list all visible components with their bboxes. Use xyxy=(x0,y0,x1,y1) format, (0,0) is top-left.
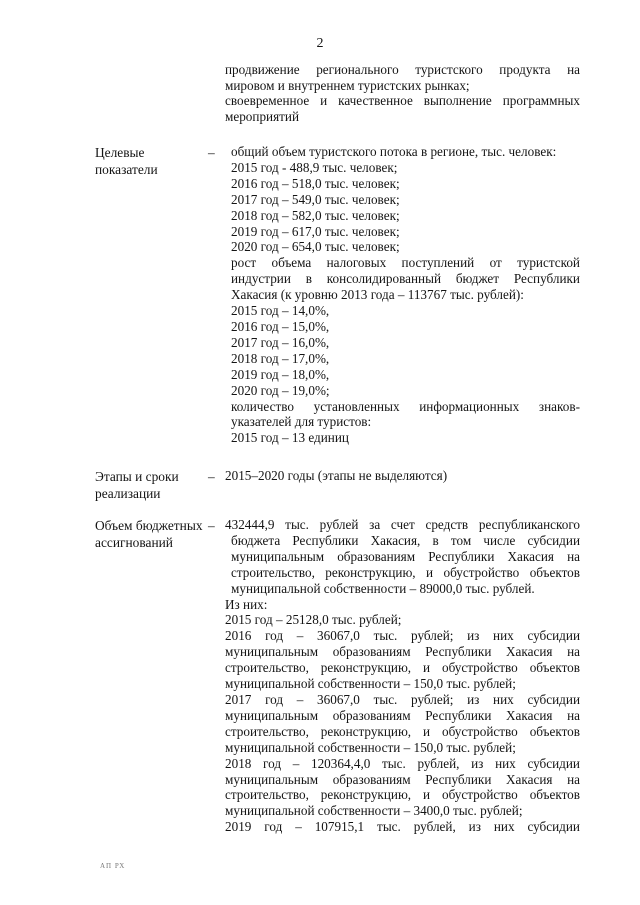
targets-line: указателей для туристов: xyxy=(231,414,372,430)
budget-line: муниципальной собственности – 89000,0 тыс. рублей. xyxy=(231,580,535,596)
budget-line: муниципальной собственности – 3400,0 тыс. рублей; xyxy=(225,803,523,819)
targets-line: 2016 год – 15,0%, xyxy=(231,318,330,334)
targets-line: 2015 год - 488,9 тыс. человек; xyxy=(231,159,398,175)
intro-line: своевременное и качественное выполнение программных xyxy=(225,93,580,109)
targets-line: общий объем туристского потока в регионе, тыс. человек: xyxy=(231,144,557,159)
intro-line: мероприятий xyxy=(225,108,300,124)
budget-line: 2018 год – 120364,4,0 тыс. рублей, из них субсидии xyxy=(225,755,580,771)
budget-content xyxy=(225,517,580,835)
budget-line: бюджета Республики Хакасия, в том числе субсидии xyxy=(231,532,580,548)
footer-mark: АП РХ xyxy=(100,862,126,870)
budget-line: 2017 год – 36067,0 тыс. рублей; из них субсидии xyxy=(225,691,580,707)
budget-line: муниципальным образованиям Республики Хакасия на xyxy=(225,707,580,723)
targets-line: 2016 год – 518,0 тыс. человек; xyxy=(231,175,400,191)
targets-line: 2020 год – 654,0 тыс. человек; xyxy=(231,239,400,255)
targets-line: 2017 год – 549,0 тыс. человек; xyxy=(231,191,400,207)
budget-line: муниципальной собственности – 150,0 тыс. рублей; xyxy=(225,676,516,692)
targets-line: Хакасия (к уровню 2013 года – 113767 тыс. рублей): xyxy=(231,287,524,303)
budget-line: муниципальным образованиям Республики Хакасия на xyxy=(225,771,580,787)
targets-line: 2015 год – 14,0%, xyxy=(231,303,330,319)
budget-line: 2016 год – 36067,0 тыс. рублей; из них субсидии xyxy=(225,628,580,644)
budget-dash: – xyxy=(208,518,215,533)
targets-line: 2018 год – 17,0%, xyxy=(231,350,330,366)
budget-line: 2019 год – 107915,1 тыс. рублей, из них субсидии xyxy=(225,819,580,835)
targets-line: 2017 год – 16,0%, xyxy=(231,334,330,350)
budget-line: строительство, реконструкцию, и обустройство объектов xyxy=(225,660,580,676)
targets-line: 2019 год – 18,0%, xyxy=(231,366,330,382)
targets-dash: – xyxy=(208,145,215,160)
targets-line: 2018 год – 582,0 тыс. человек; xyxy=(231,207,400,223)
budget-line: муниципальным образованиям Республики Хакасия на xyxy=(231,548,580,564)
page-number: 2 xyxy=(316,36,324,51)
targets-line: 2019 год – 617,0 тыс. человек; xyxy=(231,223,400,239)
stages-content: 2015–2020 годы (этапы не выделяются) xyxy=(225,468,448,483)
intro-line: мировом и внутреннем туристских рынках; xyxy=(225,77,470,93)
budget-line: строительство, реконструкцию, и обустройство объектов xyxy=(225,723,580,739)
budget-line: строительство, реконструкцию, и обустройство объектов xyxy=(225,787,580,803)
targets-line: рост объема налоговых поступлений от туристской xyxy=(231,255,580,271)
budget-line: 432444,9 тыс. рублей за счет средств республиканского xyxy=(225,517,580,532)
budget-line: муниципальным образованиям Республики Хакасия на xyxy=(225,644,580,660)
intro-text xyxy=(225,62,580,124)
stages-dash: – xyxy=(208,469,215,484)
stages-label: Этапы и сроки реализации xyxy=(95,469,179,501)
targets-line: количество установленных информационных знаков- xyxy=(231,398,580,414)
budget-line: строительство, реконструкцию, и обустройство объектов xyxy=(231,564,580,580)
targets-line: индустрии в консолидированный бюджет Республики xyxy=(231,271,580,287)
targets-line: 2020 год – 19,0%; xyxy=(231,382,330,398)
budget-label: Объем бюджетных ассигнований xyxy=(95,518,203,550)
targets-label: Целевые показатели xyxy=(95,145,158,177)
targets-content xyxy=(225,144,580,446)
intro-line: продвижение регионального туристского продукта на xyxy=(225,62,580,77)
budget-line: муниципальной собственности – 150,0 тыс. рублей; xyxy=(225,739,516,755)
budget-line: Из них: xyxy=(225,596,268,612)
targets-line: 2015 год – 13 единиц xyxy=(231,430,349,446)
budget-line: 2015 год – 25128,0 тыс. рублей; xyxy=(225,612,402,628)
